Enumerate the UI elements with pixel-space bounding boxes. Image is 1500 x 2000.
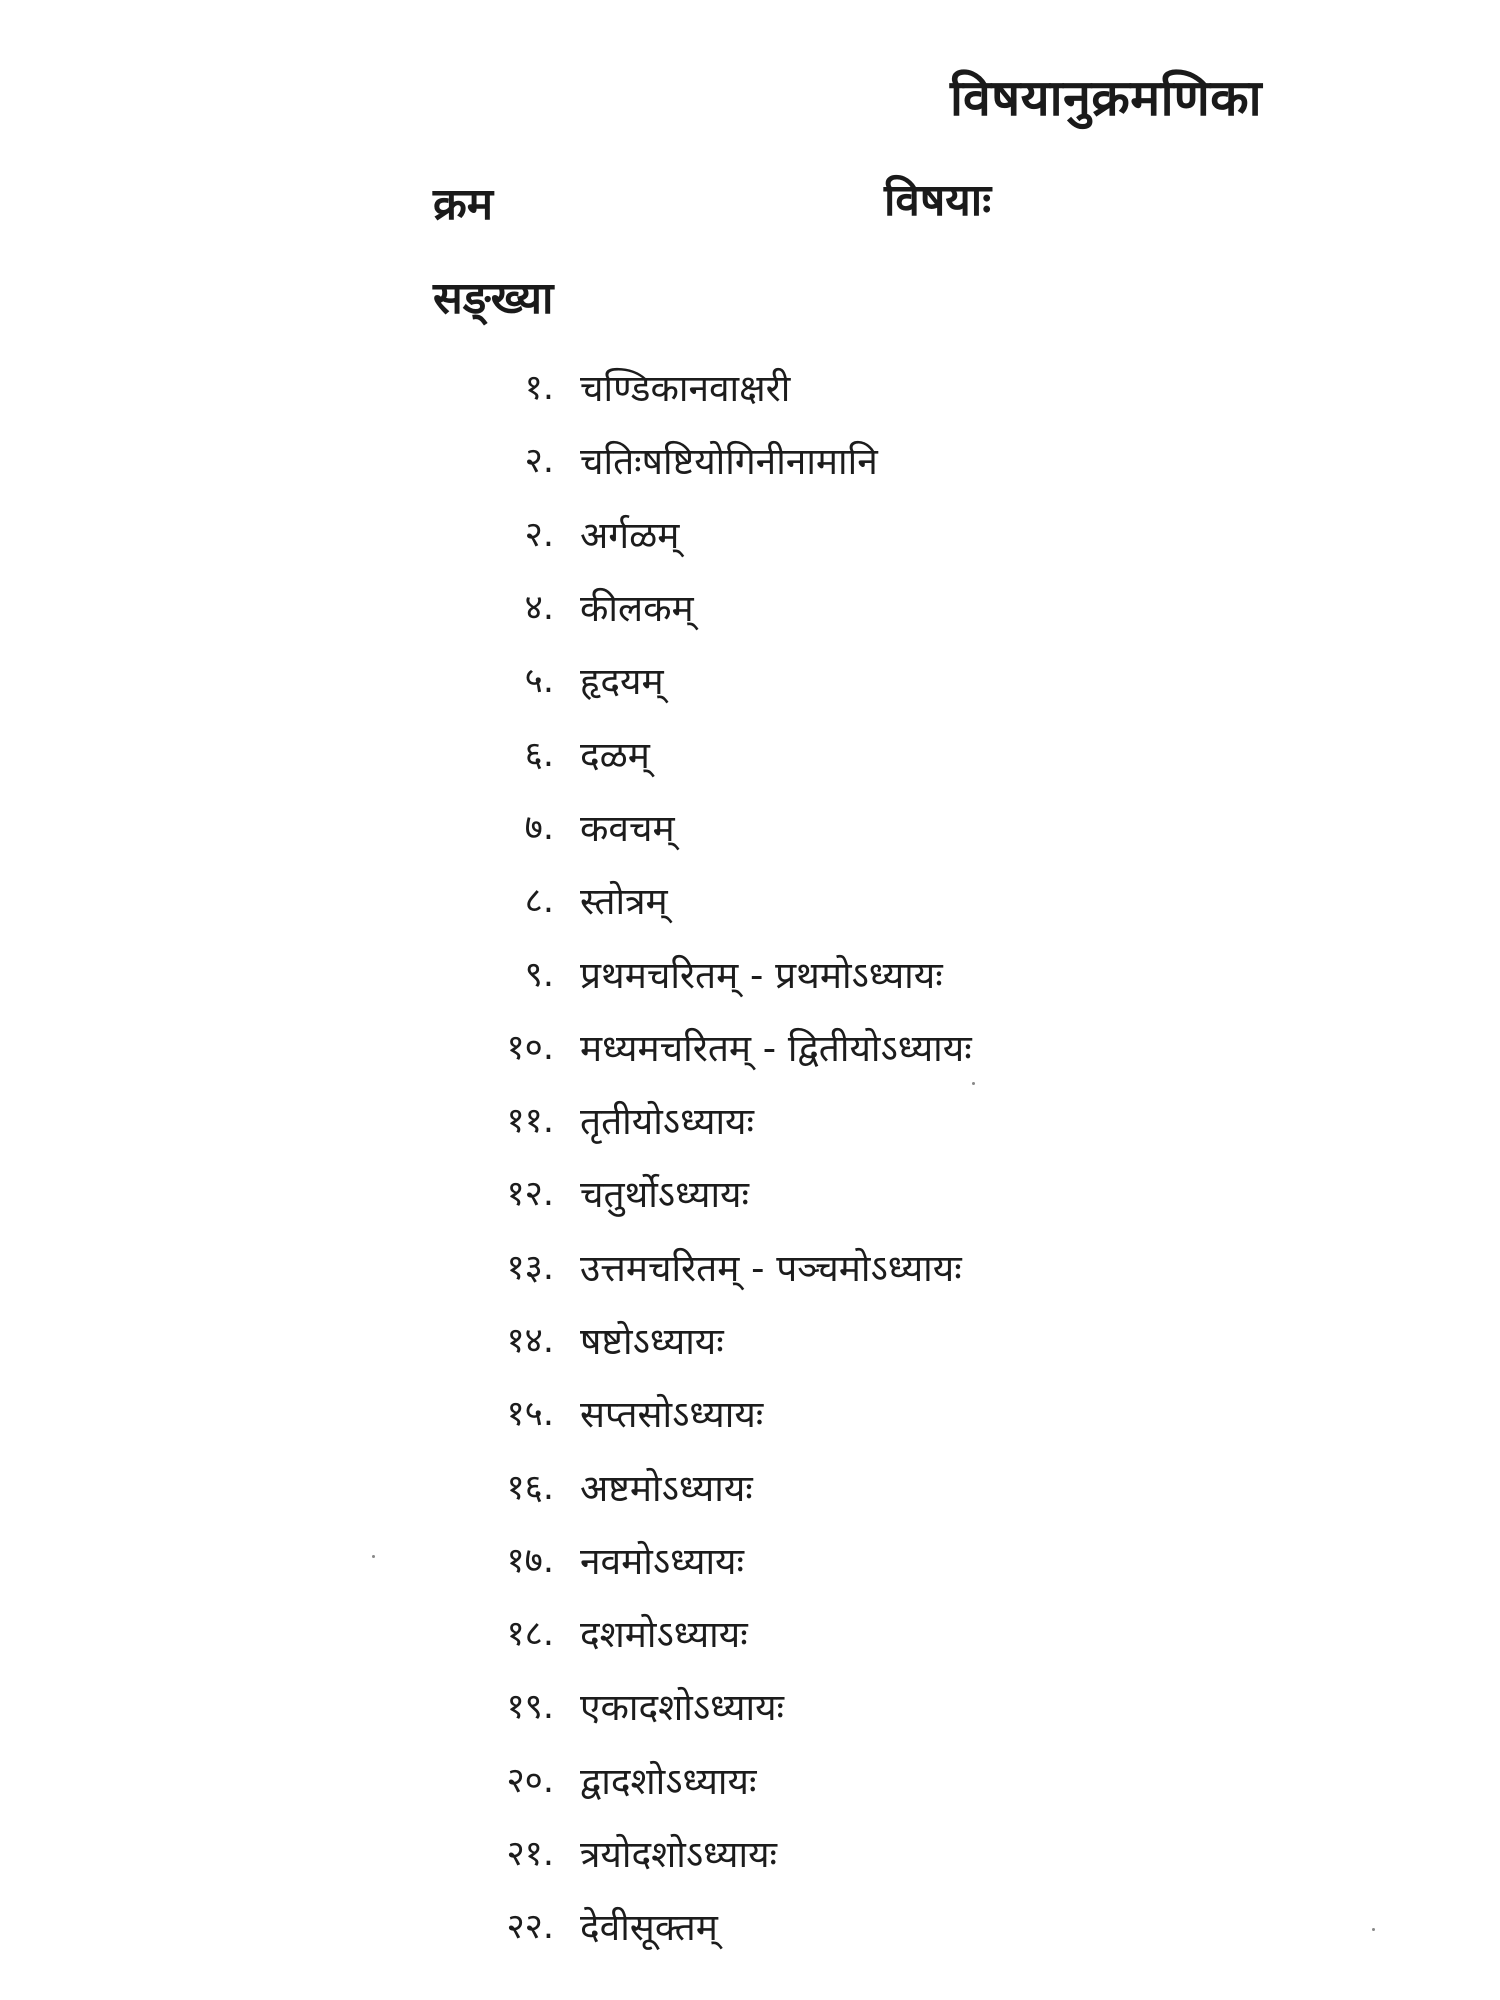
entry-number: ७. — [524, 807, 554, 848]
entry-topic: तृतीयोऽध्यायः — [580, 1100, 754, 1144]
entry-topic: नवमोऽध्यायः — [580, 1539, 744, 1583]
list-item — [480, 1303, 972, 1376]
paper-speck — [1372, 1928, 1375, 1931]
list-item — [480, 1816, 972, 1889]
entry-number: १८. — [506, 1614, 554, 1655]
list-item — [480, 1083, 972, 1156]
column-header-vishaya: विषयाः — [884, 175, 992, 226]
list-item — [480, 1596, 972, 1669]
entry-topic: चण्डिकानवाक्षरी — [580, 367, 791, 411]
list-item — [480, 1743, 972, 1816]
entry-topic: देवीसूक्तम् — [580, 1906, 718, 1950]
list-item — [480, 1449, 972, 1522]
entry-number: ८. — [524, 881, 554, 922]
list-item — [480, 1523, 972, 1596]
list-item — [480, 423, 972, 496]
list-item — [480, 1669, 972, 1742]
entry-topic: मध्यमचरितम् - द्वितीयोऽध्यायः — [580, 1026, 972, 1070]
entry-topic: हृदयम् — [580, 660, 664, 704]
list-item — [480, 570, 972, 643]
list-item — [480, 643, 972, 716]
list-item — [480, 1376, 972, 1449]
entry-number: ५. — [524, 661, 554, 702]
entry-number: १०. — [506, 1027, 554, 1068]
list-item — [480, 497, 972, 570]
list-item — [480, 863, 972, 936]
list-item — [480, 1010, 972, 1083]
entry-number: २. — [524, 514, 554, 555]
entry-number: १४. — [506, 1321, 554, 1361]
entry-topic: षष्टोऽध्यायः — [580, 1320, 724, 1363]
paper-speck — [972, 1082, 975, 1085]
entry-number: १९. — [506, 1687, 554, 1728]
list-item — [480, 1156, 972, 1229]
entry-topic: दशमोऽध्यायः — [580, 1613, 748, 1657]
list-item — [480, 716, 972, 789]
entry-number: १२. — [506, 1174, 554, 1215]
entry-number: २१. — [506, 1834, 554, 1875]
entry-number: ६. — [524, 734, 554, 775]
column-header-sankhya: सङ्ख्या — [433, 273, 554, 324]
list-item — [480, 350, 972, 423]
entry-topic: चतुर्थोऽध्यायः — [580, 1173, 749, 1217]
list-item — [480, 1230, 972, 1303]
entry-topic: कीलकम् — [580, 587, 694, 631]
paper-speck — [372, 1555, 375, 1558]
entry-topic: चतिःषष्टियोगिनीनामानि — [580, 440, 878, 484]
entry-number: १५. — [506, 1394, 554, 1435]
entry-number: ९. — [524, 954, 554, 995]
page-title: विषयानुक्रमणिका — [950, 69, 1263, 127]
entry-topic: कवचम् — [580, 806, 675, 850]
entry-topic: द्वादशोऽध्यायः — [580, 1759, 757, 1803]
entry-topic: दळम् — [580, 733, 650, 777]
entry-topic: सप्तसोऽध्यायः — [580, 1393, 764, 1437]
entry-topic: त्रयोदशोऽध्यायः — [580, 1833, 778, 1877]
column-header-krama: क्रम — [433, 179, 494, 230]
entry-number: ११. — [506, 1101, 554, 1142]
entry-topic: स्तोत्रम् — [580, 880, 668, 924]
entry-topic: अर्गळम् — [580, 513, 680, 557]
entry-topic: उत्तमचरितम् - पञ्चमोऽध्यायः — [580, 1246, 962, 1290]
list-item — [480, 1889, 972, 1962]
table-of-contents — [480, 350, 972, 1963]
entry-number: २. — [524, 441, 554, 482]
entry-number: १६. — [506, 1467, 554, 1508]
entry-number: १. — [524, 368, 554, 409]
entry-number: २२. — [506, 1907, 554, 1948]
entry-number: १७. — [506, 1540, 554, 1581]
entry-number: ४. — [524, 588, 554, 629]
entry-topic: अष्टमोऽध्यायः — [580, 1466, 753, 1510]
entry-number: १३. — [506, 1247, 554, 1288]
list-item — [480, 790, 972, 863]
entry-number: २०. — [506, 1760, 554, 1801]
entry-topic: एकादशोऽध्यायः — [580, 1686, 785, 1730]
list-item — [480, 936, 972, 1009]
entry-topic: प्रथमचरितम् - प्रथमोऽध्यायः — [580, 953, 943, 997]
